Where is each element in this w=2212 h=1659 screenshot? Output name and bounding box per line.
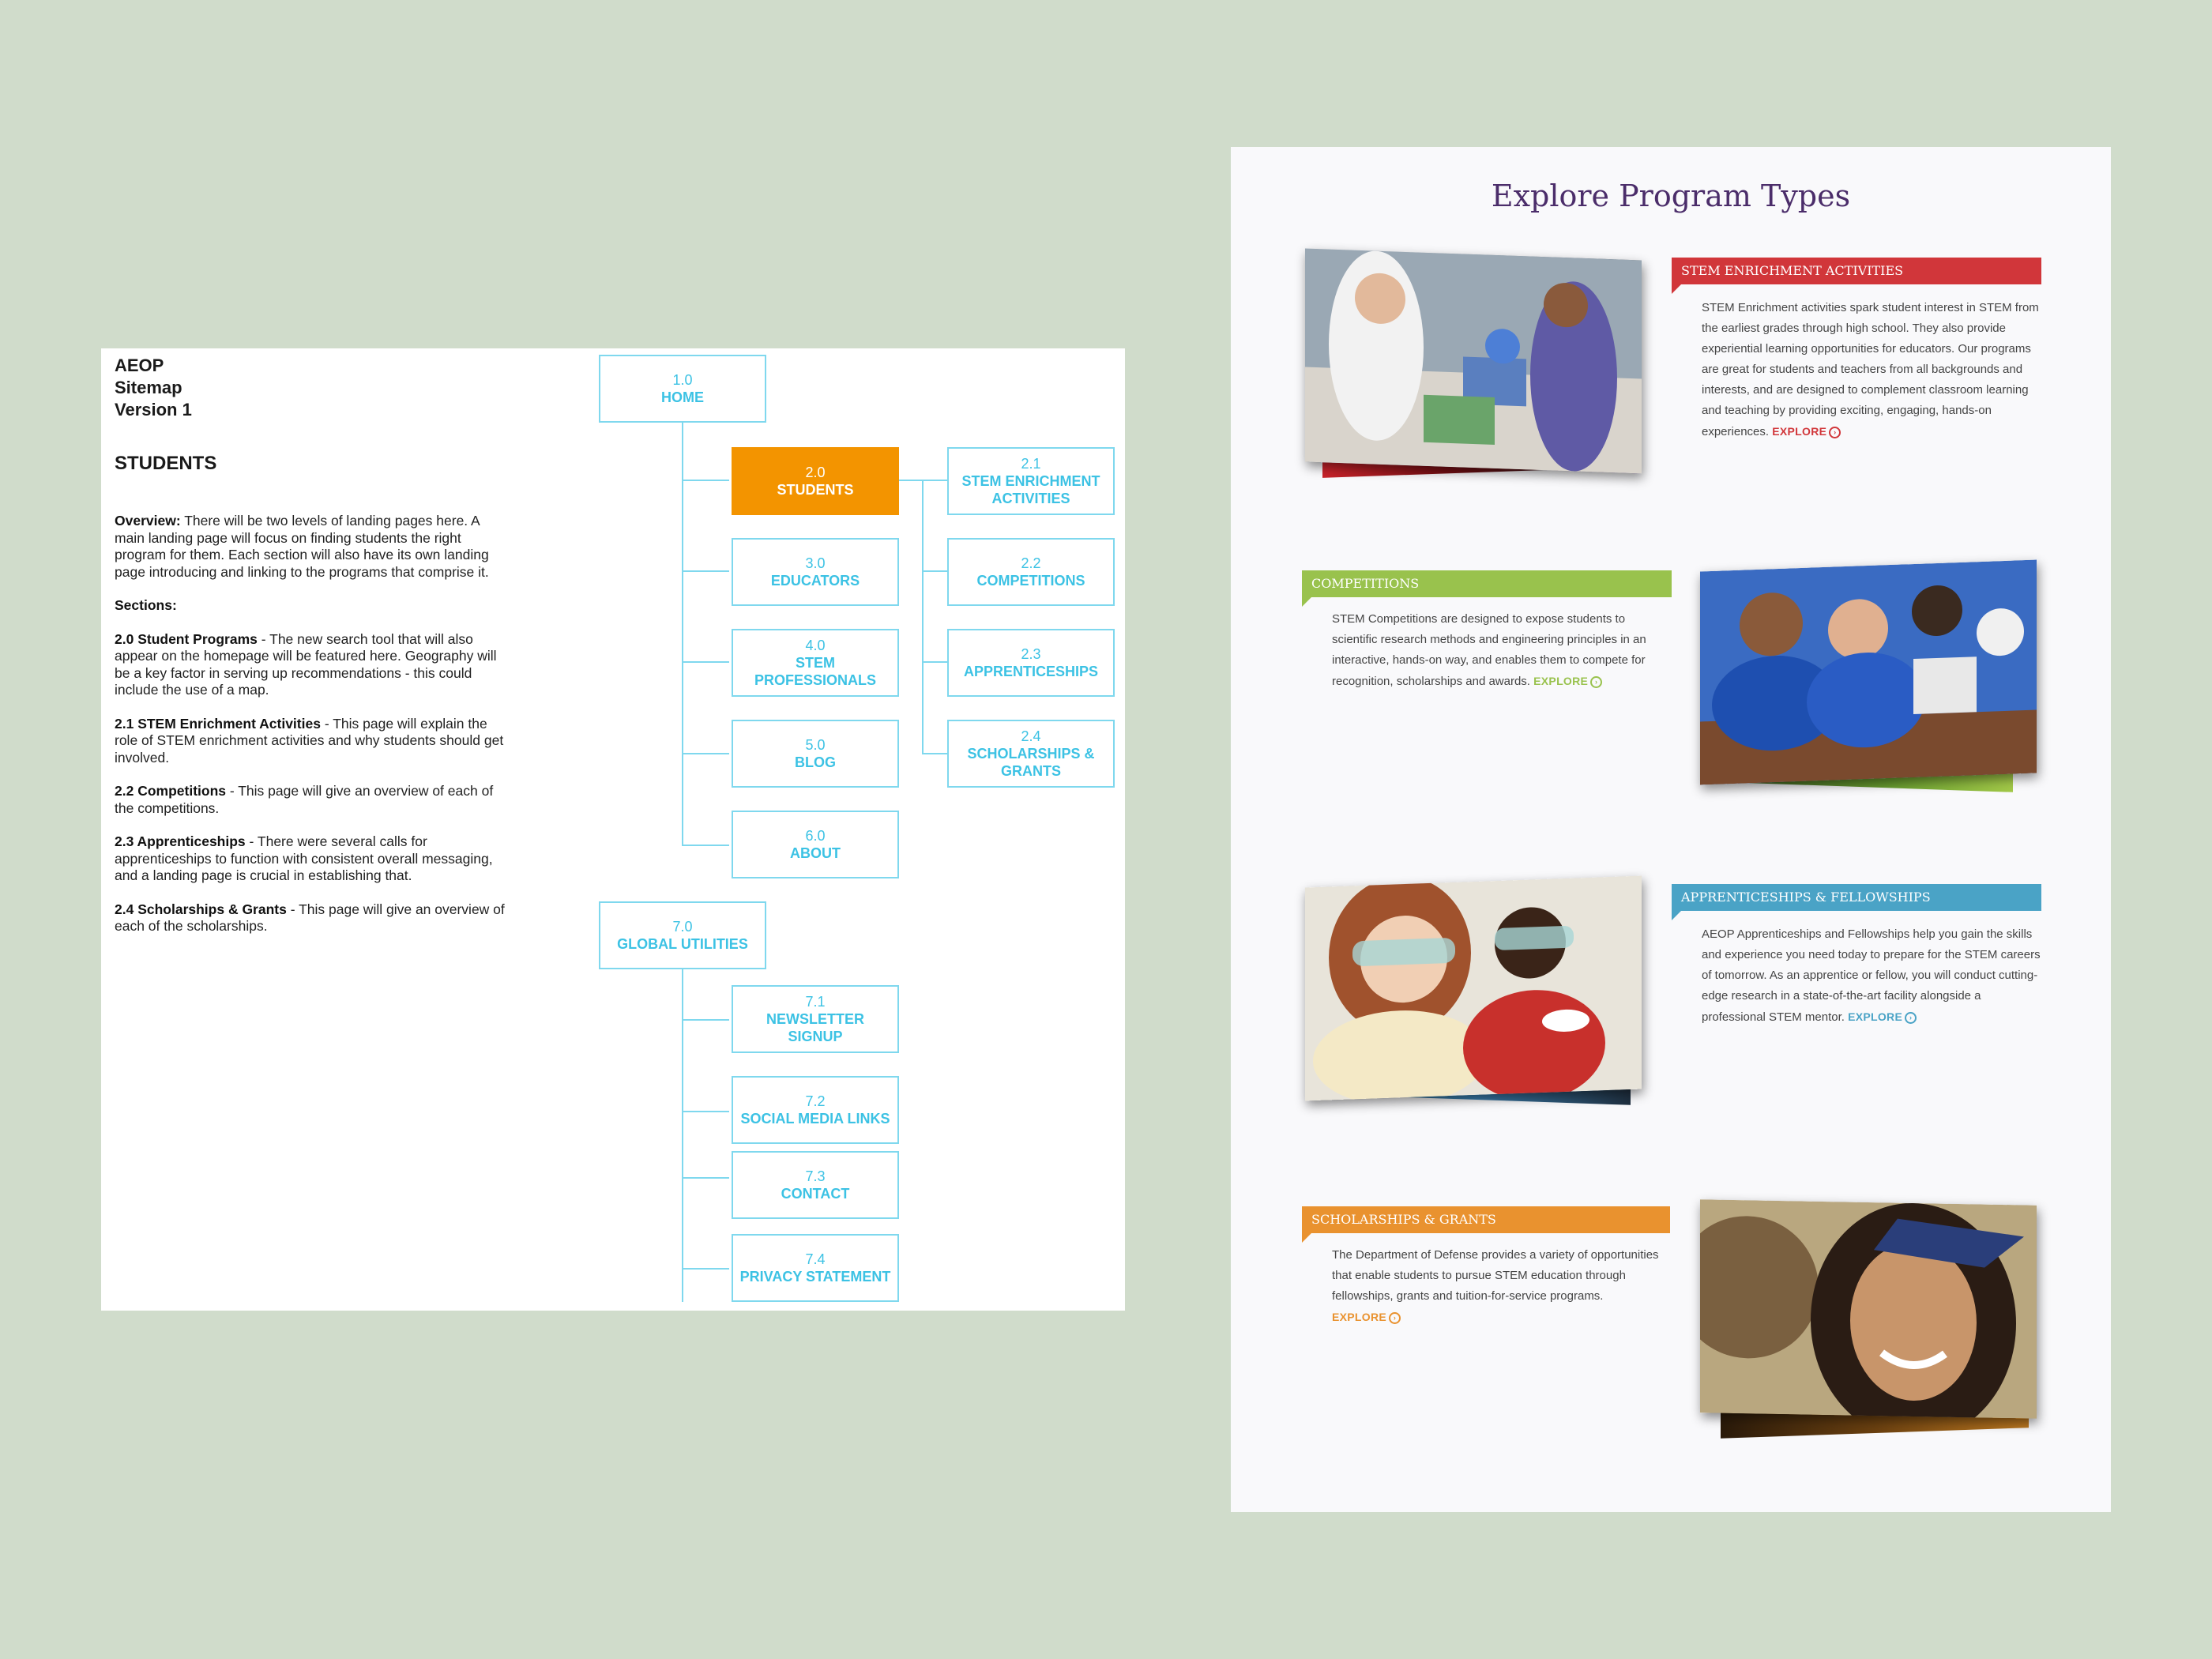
node-number: 7.2 xyxy=(805,1093,826,1109)
paragraph: 2.4 Scholarships & Grants - This page will give an overview of each of the scholarships. xyxy=(115,901,505,934)
description-text: STEM Enrichment activities spark student interest in STEM from the earliest grades through high school. They also provide experiential learning opportunities for educators. Our programs are great for students and teachers from all backgrounds and interests, and are designed to complement classroom learning and teaching by providing exciting, engaging, hands-on experiences. xyxy=(1702,301,2039,438)
banner-tail xyxy=(1302,1233,1311,1243)
node-label: COMPETITIONS xyxy=(976,573,1085,589)
node-apprenticeships[interactable] xyxy=(947,629,1115,697)
connector xyxy=(922,753,947,754)
node-number: 7.3 xyxy=(805,1168,826,1184)
program-types-page xyxy=(1231,147,2111,1512)
explore-link[interactable]: EXPLORE › xyxy=(1848,1010,1917,1023)
connector xyxy=(922,480,924,754)
arrow-circle-icon: › xyxy=(1905,1012,1917,1024)
banner-tail xyxy=(1672,911,1681,920)
arrow-circle-icon: › xyxy=(1389,1312,1401,1324)
paragraph: 2.3 Apprenticeships - There were several calls for apprenticeships to function with consistent overall messaging, and a landing page is crucial in establishing that. xyxy=(115,833,493,883)
node-label: PRIVACY STATEMENT xyxy=(739,1269,891,1285)
connector xyxy=(682,1177,729,1179)
node-number: 1.0 xyxy=(672,372,693,388)
program-banner xyxy=(1302,1206,1670,1233)
paragraph: 2.0 Student Programs - The new search tool that will also appear on the homepage will be featured here. Geography will be a key factor in serving up recommendations - this could include the use of a map. xyxy=(115,630,497,698)
graduate-image xyxy=(1700,1199,2037,1418)
node-social-media[interactable] xyxy=(732,1076,899,1144)
node-number: 3.0 xyxy=(805,555,826,571)
node-number: 7.1 xyxy=(805,994,826,1010)
sitemap-header xyxy=(115,355,192,421)
node-stem-professionals[interactable] xyxy=(732,629,899,697)
students-outdoor-image xyxy=(1700,560,2037,785)
paragraph: 2.1 STEM Enrichment Activities - This page will explain the role of STEM enrichment activities and why students should get involved. xyxy=(115,715,504,766)
node-label: STEM ENRICHMENT ACTIVITIES xyxy=(961,473,1100,506)
node-about[interactable] xyxy=(732,811,899,878)
program-image xyxy=(1305,249,1642,474)
program-photo xyxy=(1305,254,1645,491)
program-title: COMPETITIONS xyxy=(1311,576,1420,591)
arrow-circle-icon: › xyxy=(1590,676,1602,688)
node-scholarships[interactable] xyxy=(947,720,1115,788)
node-label: HOME xyxy=(661,389,704,405)
program-banner xyxy=(1672,884,2041,911)
page-title: Explore Program Types xyxy=(1491,179,1851,213)
node-label: STEM PROFESSIONALS xyxy=(754,655,877,688)
program-photo xyxy=(1305,882,1645,1127)
paragraph: Sections: xyxy=(115,597,177,613)
program-description xyxy=(1332,1245,1672,1327)
node-privacy[interactable] xyxy=(732,1234,899,1302)
paragraph: Overview: There will be two levels of landing pages here. A main landing page will focus on finding students the right program for them. Each section will also have its own landing page introducing and linking to the programs that comprise it. xyxy=(115,513,489,580)
node-educators[interactable] xyxy=(732,538,899,606)
node-number: 2.4 xyxy=(1021,728,1041,744)
connector xyxy=(682,661,729,663)
node-number: 5.0 xyxy=(805,737,826,753)
node-number: 7.0 xyxy=(672,919,693,935)
node-number: 2.2 xyxy=(1021,555,1041,571)
node-global-utilities[interactable] xyxy=(599,901,766,969)
program-image xyxy=(1305,876,1642,1101)
node-stem-enrichment[interactable] xyxy=(947,447,1115,515)
explore-link[interactable]: EXPLORE › xyxy=(1533,675,1602,687)
node-students[interactable] xyxy=(732,447,899,515)
lab-goggles-image xyxy=(1305,876,1642,1101)
connector xyxy=(682,1111,729,1112)
program-photo xyxy=(1700,1202,2048,1447)
node-label: SOCIAL MEDIA LINKS xyxy=(740,1111,890,1127)
sitemap-document xyxy=(101,348,1125,1311)
node-blog[interactable] xyxy=(732,720,899,788)
explore-link[interactable]: EXPLORE › xyxy=(1772,425,1841,438)
node-newsletter[interactable] xyxy=(732,985,899,1053)
sitemap-description xyxy=(115,513,510,952)
lab-scene-image xyxy=(1305,249,1642,474)
connector xyxy=(682,845,729,846)
node-number: 2.3 xyxy=(1021,646,1041,662)
program-description xyxy=(1702,924,2041,1028)
banner-tail xyxy=(1302,597,1311,607)
node-label: GLOBAL UTILITIES xyxy=(617,936,748,952)
node-label: ABOUT xyxy=(790,845,841,861)
node-label: EDUCATORS xyxy=(770,573,860,589)
header-line: AEOP xyxy=(115,356,164,375)
node-number: 2.1 xyxy=(1021,456,1041,472)
node-number: 7.4 xyxy=(805,1251,826,1267)
program-title: STEM ENRICHMENT ACTIVITIES xyxy=(1681,263,1904,278)
connector xyxy=(682,753,729,754)
program-description xyxy=(1702,298,2041,442)
description-text: STEM Competitions are designed to expose students to scientific research methods and engineering principles in an interactive, hands-on way, and enables them to compete for recognition, scholarships and awards. xyxy=(1332,612,1646,688)
node-contact[interactable] xyxy=(732,1151,899,1219)
node-home[interactable] xyxy=(599,355,766,423)
connector xyxy=(922,570,947,572)
paragraph: 2.2 Competitions - This page will give an overview of each of the competitions. xyxy=(115,783,494,816)
program-photo xyxy=(1700,566,2048,811)
program-image xyxy=(1700,560,2037,785)
node-number: 2.0 xyxy=(805,465,826,480)
node-number: 6.0 xyxy=(805,828,826,844)
program-title: SCHOLARSHIPS & GRANTS xyxy=(1311,1212,1496,1227)
connector xyxy=(922,661,947,663)
description-text: The Department of Defense provides a variety of opportunities that enable students to pursue STEM education through fellowships, grants and tuition-for-service programs. xyxy=(1332,1248,1659,1303)
node-label: BLOG xyxy=(795,754,836,770)
node-label: APPRENTICESHIPS xyxy=(963,664,1099,679)
program-title: APPRENTICESHIPS & FELLOWSHIPS xyxy=(1681,890,1931,905)
header-line: Sitemap xyxy=(115,378,182,397)
connector xyxy=(682,1268,729,1270)
connector xyxy=(682,423,683,846)
node-number: 4.0 xyxy=(805,638,826,653)
program-banner xyxy=(1302,570,1672,597)
node-label: STUDENTS xyxy=(777,482,854,498)
node-label: NEWSLETTER SIGNUP xyxy=(766,1011,864,1044)
banner-tail xyxy=(1672,284,1681,294)
explore-link[interactable]: EXPLORE › xyxy=(1332,1307,1672,1327)
connector xyxy=(682,1019,729,1021)
header-line: Version 1 xyxy=(115,400,192,419)
program-banner xyxy=(1672,258,2041,284)
section-title: STUDENTS xyxy=(115,453,217,474)
connector xyxy=(682,480,729,481)
node-competitions[interactable] xyxy=(947,538,1115,606)
description-text: AEOP Apprenticeships and Fellowships help you gain the skills and experience you need today to prepare for the STEM careers of tomorrow. As an apprentice or fellow, you will conduct cutting-edge research in a state-of-the-art facility alongside a professional STEM mentor. xyxy=(1702,927,2041,1024)
node-label: SCHOLARSHIPS & GRANTS xyxy=(967,746,1095,779)
arrow-circle-icon: › xyxy=(1829,427,1841,438)
node-label: CONTACT xyxy=(781,1186,850,1202)
program-image xyxy=(1700,1199,2037,1418)
program-description xyxy=(1332,609,1672,692)
connector xyxy=(682,570,729,572)
